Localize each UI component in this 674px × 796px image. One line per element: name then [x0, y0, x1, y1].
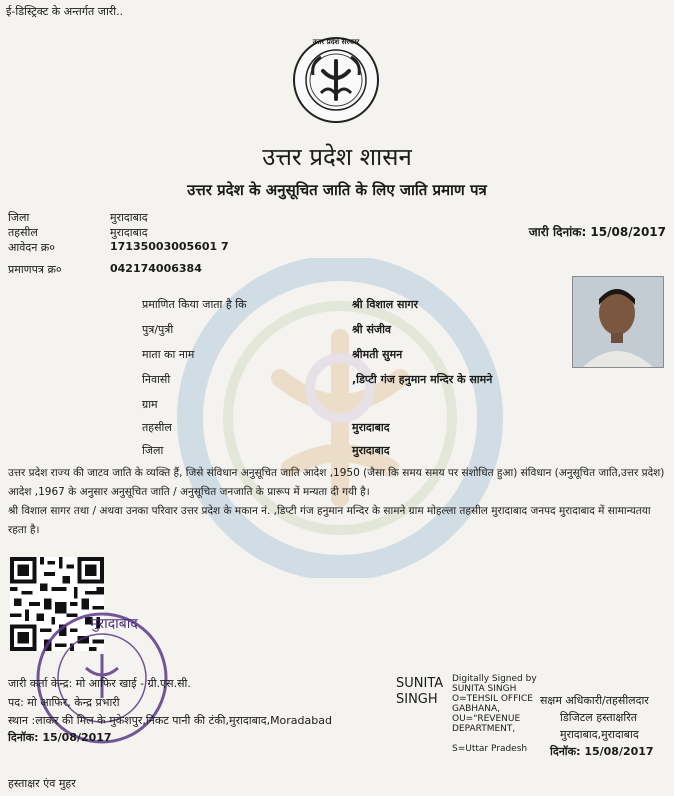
detail-value-mother: श्रीमती सुमन	[352, 348, 403, 361]
meta-label-application-no: आवेदन क्र०	[8, 241, 55, 254]
detail-value-resident: ,डिप्टी गंज हनुमान मन्दिर के सामने	[352, 373, 493, 386]
authority-place: मुरादाबाद,मुरादाबाद	[560, 728, 639, 741]
issuer-post: पद: मो आफिर, केन्द्र प्रभारी	[8, 696, 120, 709]
signature-details: Digitally Signed by SUNITA SINGH O=TEHSIL OFFICE GABHANA, OU="REVENUE DEPARTMENT, S=Uttar Pradesh	[452, 674, 537, 754]
meta-value-district: मुरादाबाद	[110, 211, 148, 224]
signer-name-line1: SUNITA	[396, 676, 444, 691]
seal-text: मुरादाबाद	[90, 616, 138, 632]
emblem-text: उत्तर प्रदेश सरकार	[312, 38, 360, 46]
footer-signature-note: हस्ताक्षर एंव मुहर	[8, 777, 76, 790]
issue-date: जारी दिनांक: 15/08/2017	[528, 225, 666, 239]
issuer-date: दिनॉक: 15/08/2017	[8, 731, 112, 744]
detail-value-tehsil: मुरादाबाद	[352, 421, 390, 434]
meta-label-tehsil: तहसील	[8, 226, 38, 239]
meta-value-tehsil: मुरादाबाद	[110, 226, 148, 239]
issuer-center: जारी कर्ता केन्द्र: मो आफिर खाई - ग्री.एस.सी.	[8, 677, 191, 690]
detail-label-resident: निवासी	[142, 373, 171, 386]
detail-value-name: श्री विशाल सागर	[352, 298, 419, 311]
meta-label-certificate-no: प्रमाणपत्र क्र०	[8, 263, 62, 276]
detail-label-village: ग्राम	[142, 398, 158, 411]
detail-label-certified: प्रमाणित किया जाता है कि	[142, 298, 247, 311]
detail-label-tehsil: तहसील	[142, 421, 172, 434]
detail-label-district: जिला	[142, 444, 164, 457]
page-subtitle: उत्तर प्रदेश के अनुसूचित जाति के लिए जाति प्रमाण पत्र	[187, 181, 487, 199]
detail-value-father: श्री संजीव	[352, 323, 392, 336]
caste-paragraph: उत्तर प्रदेश राज्य की जाटव जाति के व्यक्ति हैं, जिसे संविधान अनुसूचित जाति आदेश ,1950 (जैसा कि समय समय पर संशोधित हुआ) संविधान (अनुसूचित जाति,उत्तर प्रदेश) आदेश ,1967 के अनुसार अनुसूचित जाति / अनुसूचित जनजाति के प्रारूप में मन्यता दी गयी है।	[8, 467, 665, 498]
meta-value-application-no: 17135003005601 7	[110, 240, 229, 253]
header-note: ई-डिस्ट्रिक्ट के अन्तर्गत जारी..	[6, 5, 124, 18]
detail-label-father: पुत्र/पुत्री	[142, 323, 174, 336]
issuer-place: स्थान :लाकर की मिल के मुकेशपुर,निकट पानी की टंकी,मुरादाबाद,Moradabad	[8, 714, 332, 727]
detail-value-district: मुरादाबाद	[352, 444, 390, 457]
residence-paragraph: श्री विशाल सागर तथा / अथवा उनका परिवार उत्तर प्रदेश के मकान नं. ,डिप्टी गंज हनुमान मन्दिर के सामने ग्राम मोहल्ला तहसील मुरादाबाद जनपद मुरादाबाद में सामान्यतया रहता है।	[8, 505, 651, 536]
meta-value-certificate-no: 042174006384	[110, 262, 202, 275]
applicant-photo	[572, 276, 664, 368]
authority-sign: डिजिटल हस्ताक्षरित	[560, 711, 637, 724]
authority-date: दिनॉक: 15/08/2017	[550, 745, 654, 758]
meta-label-district: जिला	[8, 211, 30, 224]
page-title: उत्तर प्रदेश शासन	[262, 143, 412, 171]
detail-label-mother: माता का नाम	[142, 348, 195, 361]
authority-title: सक्षम अधिकारी/तहसीलदार	[540, 694, 649, 707]
signer-name-line2: SINGH	[396, 692, 438, 707]
up-government-emblem	[291, 35, 381, 125]
